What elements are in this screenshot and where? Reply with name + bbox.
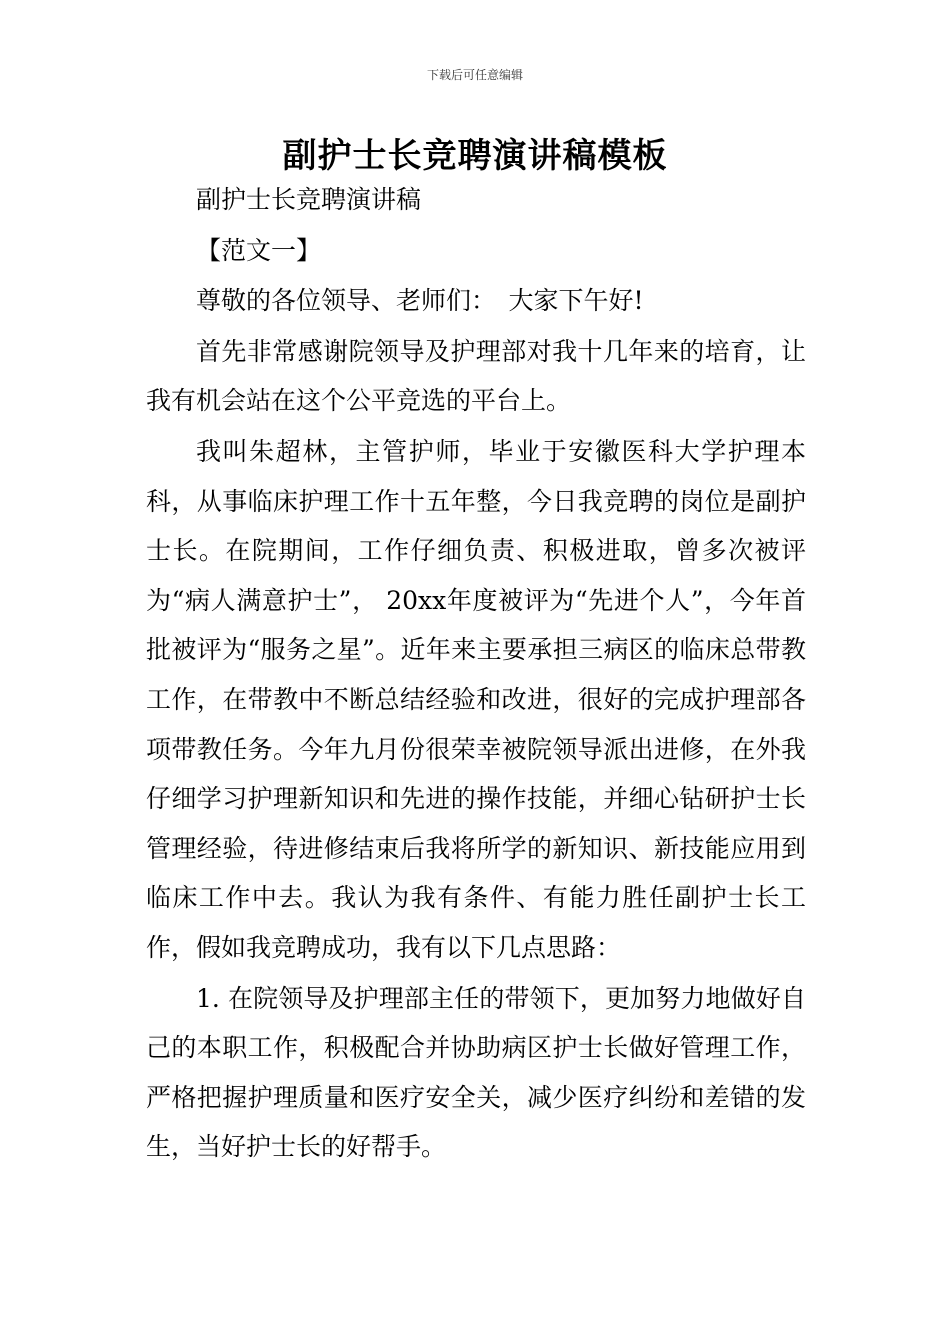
introduction-paragraph: 我叫朱超林，主管护师，毕业于安徽医科大学护理本科，从事临床护理工作十五年整，今日我竞聘的岗位是副护士长。在院期间，工作仔细负责、积极进取，曾多次被评为“病人满意护士”， 20xx年度被评为“先进个人”，今年首批被评为“服务之星”。近年来主要承担三病区的临床总带教工作，在带教中不断总结经验和改进，很好的完成护理部各项带教任务。今年九月份很荣幸被院领导派出进修，在外我仔细学习护理新知识和先进的操作技能，并细心钻研护士长管理经验，待进修结束后我将所学的新知识、新技能应用到临床工作中去。我认为我有条件、有能力胜任副护士长工作，假如我竞聘成功，我有以下几点思路： bbox=[146, 436, 806, 962]
greeting-paragraph: 尊敬的各位领导、老师们： 大家下午好! bbox=[196, 286, 644, 316]
document-body bbox=[146, 175, 806, 1172]
sample-label-paragraph: 【范文一】 bbox=[196, 235, 322, 265]
subtitle-paragraph: 副护士长竞聘演讲稿 bbox=[196, 185, 422, 214]
plan-item-1-paragraph: 1. 在院领导及护理部主任的带领下，更加努力地做好自己的本职工作，积极配合并协助病区护士长做好管理工作，严格把握护理质量和医疗安全关，减少医疗纠纷和差错的发生，当好护士长的好帮手。 bbox=[146, 983, 806, 1162]
document-title: 副护士长竞聘演讲稿模板 bbox=[282, 136, 668, 176]
thanks-paragraph: 首先非常感谢院领导及护理部对我十几年来的培育，让我有机会站在这个公平竞选的平台上。 bbox=[146, 336, 806, 416]
header-note: 下载后可任意编辑 bbox=[426, 68, 523, 82]
